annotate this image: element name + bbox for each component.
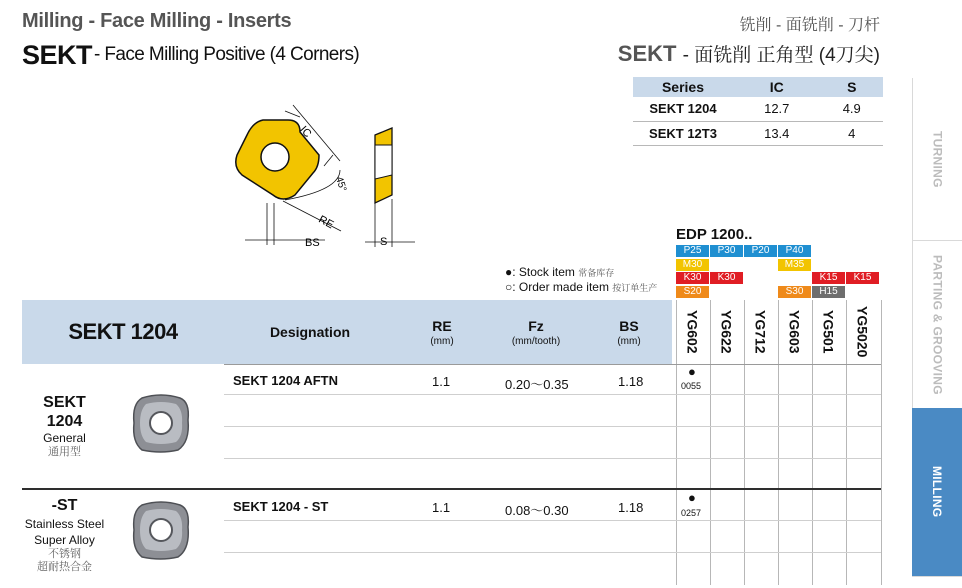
grade-tag: K15: [846, 272, 879, 284]
s-header: S: [821, 77, 884, 97]
product-desc-cn: - 面铣削 正角型 (4刀尖): [682, 45, 880, 66]
bs-label: BS: [305, 237, 320, 249]
ic-header: IC: [733, 77, 821, 97]
grade-tag: P40: [778, 245, 811, 257]
group-label-general: SEKT 1204 General 通用型: [43, 394, 86, 458]
insert-hole: [261, 143, 289, 171]
designation-cell: SEKT 1204 AFTN: [233, 373, 338, 388]
grade-tag: H15: [812, 286, 845, 298]
grade-tag: K30: [676, 272, 709, 284]
grade-grid: [676, 245, 882, 299]
grade-header: YG501: [820, 310, 837, 354]
bs-cell: 1.18: [618, 374, 644, 389]
grade-header: YG602: [684, 310, 701, 354]
s-label: S: [380, 236, 388, 248]
tab-milling[interactable]: MILLING: [912, 408, 962, 576]
grade-tag: K15: [812, 272, 845, 284]
product-title-cn: [618, 40, 880, 67]
fz-header: Fz (mm/tooth): [511, 317, 561, 347]
fz-cell: 0.08～0.30: [505, 503, 569, 518]
insert-diagram: [225, 95, 435, 255]
bs-cell: 1.18: [618, 500, 644, 515]
tab-turning[interactable]: TURNING: [912, 78, 962, 240]
tab-parting-grooving[interactable]: PARTING & GROOVING: [912, 241, 962, 408]
grade-header: YG712: [752, 310, 769, 354]
re-label: RE: [316, 213, 336, 232]
product-title: - Face Milling Positive (4 Corners): [94, 44, 360, 65]
product-code: SEKT: [22, 40, 93, 70]
group-label-st: -ST Stainless Steel Super Alloy 不锈钢 超耐热合金: [24, 497, 105, 573]
legend-order: ○: Order made item 按订单生产: [505, 280, 658, 294]
angle-label: 45°: [333, 175, 349, 194]
insert-photo-st: [128, 497, 194, 563]
series-row: SEKT 1204 12.7 4.9: [633, 97, 883, 121]
section-subtitle: Milling - Face Milling - Inserts: [22, 10, 292, 32]
grade-tag: S30: [778, 286, 811, 298]
grade-tag: M35: [778, 259, 811, 271]
grade-header: YG5020: [854, 306, 871, 358]
edp-code: 0055: [681, 381, 702, 391]
edp-code: 0257: [681, 508, 702, 518]
re-cell: 1.1: [432, 374, 451, 389]
series-row: SEKT 12T3 13.4 4: [633, 121, 883, 145]
grade-tag: P30: [710, 245, 743, 257]
edp-label: EDP 1200..: [676, 226, 753, 243]
grade-tag: M30: [676, 259, 709, 271]
designation-header: Designation: [269, 324, 351, 340]
grade-tag: K30: [710, 272, 743, 284]
stock-dot: ●: [688, 490, 696, 505]
grade-header: YG622: [718, 310, 735, 354]
grade-header: YG603: [786, 310, 803, 354]
grade-tag: P20: [744, 245, 777, 257]
series-table: [633, 77, 883, 146]
re-header: RE (mm): [430, 317, 454, 347]
section-subtitle-cn: 铣削 - 面铣削 - 刀杆: [739, 17, 880, 34]
insert-photo-general: [128, 390, 194, 456]
product-code-cn: SEKT: [617, 41, 677, 66]
series-header: Series: [633, 77, 733, 97]
fz-cell: 0.20～0.35: [505, 377, 569, 392]
ic-label: IC: [297, 123, 314, 141]
designation-cell: SEKT 1204 - ST: [233, 499, 329, 514]
grade-tag: S20: [676, 286, 709, 298]
stock-dot: ●: [688, 364, 696, 379]
table-title: SEKT 1204: [68, 319, 178, 344]
re-cell: 1.1: [432, 500, 451, 515]
bs-header: BS (mm): [617, 317, 641, 347]
legend-stock: ●: Stock item 常备库存: [505, 265, 615, 279]
grade-tag: P25: [676, 245, 709, 257]
